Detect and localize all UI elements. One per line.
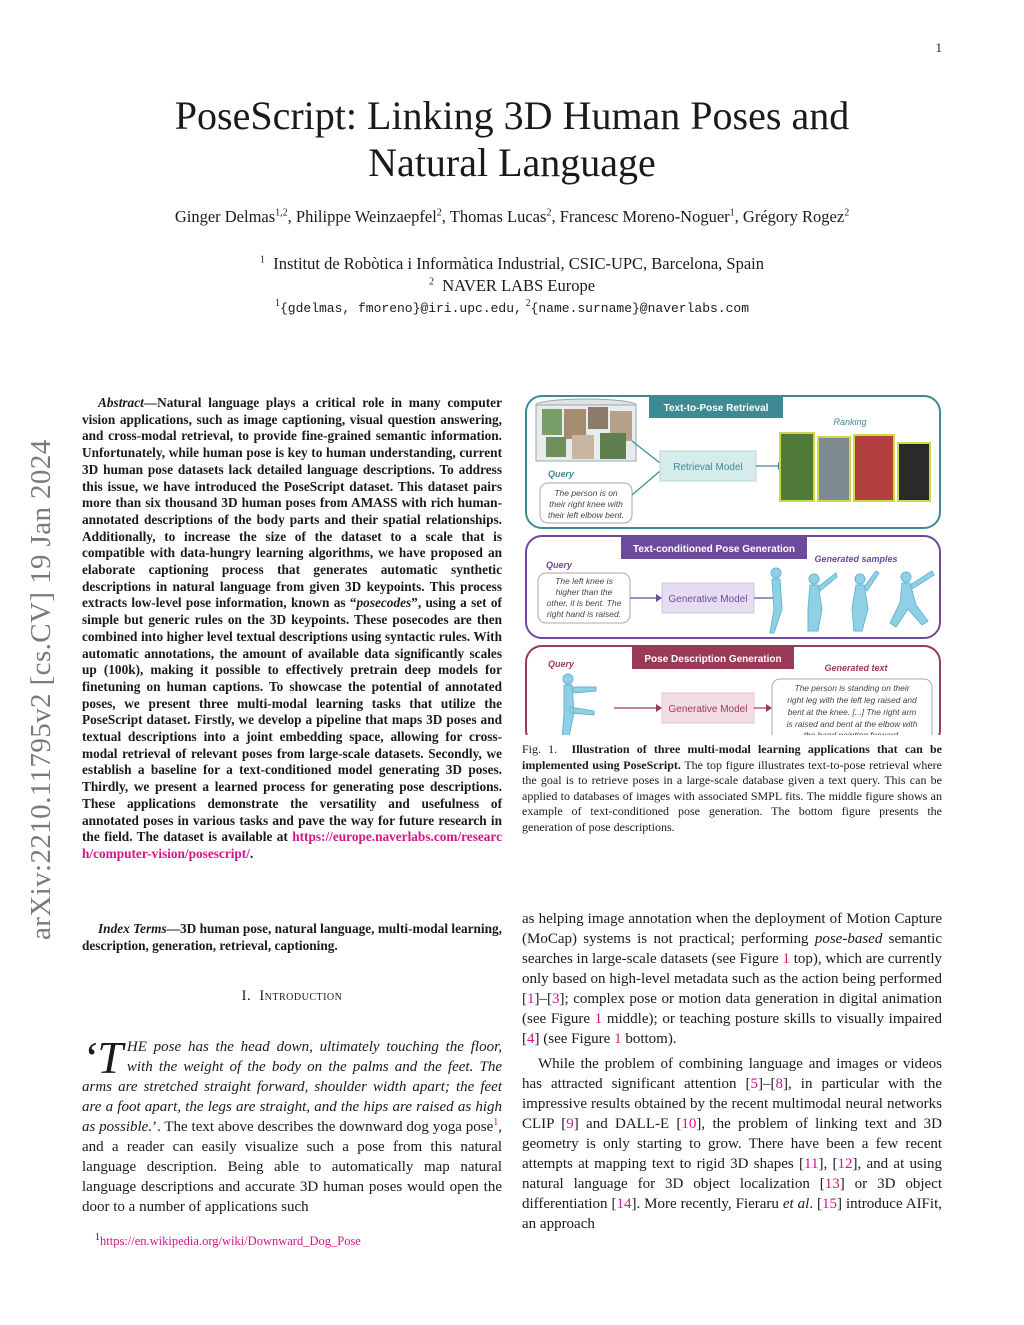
pose-figure-head: [809, 574, 819, 584]
retrieval-query-line: their right knee with: [549, 499, 623, 509]
generation-query-line: The left knee is: [555, 576, 613, 586]
pose-figure-body: [890, 571, 934, 627]
text-span: ], in particular with the impressive results obtained by the recent multimodal neural networks CLIP [: [522, 1076, 943, 1132]
arrow-head: [656, 704, 662, 712]
text-span: as helping image annotation when the deployment of Motion Capture (MoCap) systems is not practical; performing: [522, 911, 942, 947]
footnote-url[interactable]: https://en.wikipedia.org/wiki/Downward_Dog_Pose: [100, 1234, 361, 1248]
citation[interactable]: 5: [750, 1076, 759, 1092]
paper-title: PoseScript: Linking 3D Human Poses and Natural Language: [174, 93, 850, 185]
text-span: bottom).: [621, 1031, 677, 1047]
query-pose-figure: [562, 674, 596, 735]
email-mark: 1: [274, 298, 280, 309]
retrieval-model-label: Retrieval Model: [673, 462, 743, 473]
database-image: [588, 407, 608, 429]
citation[interactable]: 12: [837, 1156, 853, 1172]
affil-mark: 2: [428, 276, 434, 288]
retrieval-query-line: The person is on: [554, 488, 618, 498]
generation-query-line: higher than the: [555, 587, 613, 597]
citation[interactable]: 1: [527, 991, 535, 1007]
text-span: middle); or teaching posture skills to visually impaired [: [522, 1011, 942, 1047]
text-span: . [: [809, 1196, 823, 1212]
footnote-mark: 1: [95, 1231, 100, 1243]
author-affil-mark: 2: [436, 207, 442, 219]
generative-model-label: Generative Model: [668, 594, 748, 605]
footnote: [95, 1231, 361, 1249]
text-span: ]. More recently, Fieraru: [631, 1196, 783, 1212]
citation[interactable]: 10: [681, 1116, 697, 1132]
text-span: ]–[: [534, 991, 552, 1007]
generated-text-line: bent at the knee. [...] The right arm: [787, 707, 917, 717]
abstract-text: —Natural language plays a critical role in many computer vision applications, such as image captioning, visual question answering, and cross-modal retrieval, to provide fine-grained semantic information. Unfortunately, while human pose is key to human understanding, current 3D human pose datasets lack detailed language descriptions. To address this issue, we have introduced the PoseScript dataset. This dataset pairs more than six thousand 3D human poses from AMASS with rich human-annotated descriptions of the body parts and their spatial relationships. Additionally, to increase the size of the dataset to a scale that is compatible with data-hungry learning algorithms, we have proposed an elaborate captioning process that generates automatic synthetic descriptions in natural language from given 3D keypoints. This process extracts low-level pose information, known as “: [82, 395, 502, 611]
text-span: ], the problem of linking text and 3D geometry is only starting to grow. There have been a few recent attempts at mapping text to rigid 3D shapes [: [522, 1116, 942, 1172]
database-image: [546, 437, 566, 457]
abstract: [82, 395, 502, 863]
retrieval-arrow: [632, 471, 660, 495]
caption-text: The top figure illustrates text-to-pose retrieval where the goal is to retrieve poses in a large-scale database given a text query. This can be applied to databases of images with associated SMPL fits. The middle figure shows an example of text-conditioned pose generation. The bottom figure presents the generation of pose descriptions.: [522, 757, 942, 834]
generated-pose-figures: [770, 568, 934, 633]
page-number: 1: [935, 40, 942, 55]
panel-description-title: Pose Description Generation: [644, 654, 782, 665]
intro-quote: HE pose has the head down, ultimately touching the floor, with the weight of the body on the palms and the feet. The arms are stretched straight forward, shoulder width apart; the feet are a foot apart, the legs are straight, and the hips are raised as high as possible.: [82, 1039, 502, 1135]
generation-query-line: other, it is bent. The: [546, 598, 622, 608]
description-model-label: Generative Model: [668, 704, 748, 715]
index-terms-label: Index Terms: [98, 921, 167, 936]
ranked-image-4: [898, 443, 930, 501]
author-affil-mark: 2: [844, 207, 850, 219]
text-span: ]; complex pose or motion data generation in digital animation (see Figure: [522, 991, 942, 1027]
generation-query-line: right hand is raised.: [546, 609, 622, 619]
caption-label: Fig. 1.: [522, 742, 558, 756]
generated-text-line: right leg with the left leg raised and: [787, 695, 917, 705]
generated-text-line: is raised and bent at the elbow with: [786, 719, 918, 729]
text-span: ], [: [818, 1156, 838, 1172]
pose-figure-body: [562, 685, 596, 735]
text-span: ] introduce AIFit, an approach: [522, 1196, 942, 1232]
pose-figure-body: [770, 579, 782, 633]
abstract-end: .: [249, 845, 254, 861]
panel-description-query-label: Query: [548, 659, 575, 669]
database-image: [542, 409, 562, 435]
drop-cap: ‘T: [82, 1032, 123, 1083]
abstract-posecodes: posecodes: [356, 595, 412, 611]
citation[interactable]: 15: [822, 1196, 838, 1212]
database-image: [564, 409, 586, 439]
dataset-link[interactable]: https://europe.naverlabs.com/research/computer-vision/posescript/: [82, 829, 502, 861]
email-address: {gdelmas, fmoreno}@iri.upc.edu,: [279, 301, 522, 316]
index-terms-text: —3D human pose, natural language, multi-modal learning, description, generation, retrieval, captioning.: [82, 921, 502, 953]
text-span: top), which are currently only based on high-level metadata such as the action being performed [: [522, 951, 942, 1007]
author: Thomas Lucas: [449, 207, 547, 226]
pose-figure-head: [771, 568, 781, 578]
figure-ref[interactable]: 1: [594, 1011, 603, 1027]
figure-1-diagram: [524, 395, 944, 735]
author: Grégory Rogez: [742, 207, 845, 226]
ranking-label: Ranking: [833, 417, 867, 427]
text-span: While the problem of combining language and images or videos has attracted significant attention [: [522, 1056, 942, 1092]
citation[interactable]: 4: [527, 1031, 535, 1047]
generated-text-label: Generated text: [824, 663, 888, 673]
ranked-image-3: [854, 435, 894, 501]
affil-text: Institut de Robòtica i Informàtica Industrial, CSIC-UPC, Barcelona, Spain: [273, 254, 765, 273]
text-span: ] (see Figure: [534, 1031, 615, 1047]
panel-retrieval-title: Text-to-Pose Retrieval: [663, 403, 769, 414]
text-span: ]–[: [758, 1076, 776, 1092]
intro-paragraph: [82, 1032, 502, 1217]
affiliation: [160, 276, 864, 296]
arrow-head: [766, 704, 772, 712]
database-image: [572, 435, 594, 459]
intro-text: ’. The text above describes the downward dog yoga pose: [152, 1119, 494, 1135]
author-list: Ginger Delmas$^{1,2}$, Philippe Weinzaepfel$^2$, Thomas Lucas$^2$, Francesc Moreno-Noguer$^1$, Grégory Rogez$^2$: [174, 207, 850, 226]
paragraph: [522, 909, 942, 1049]
database-image: [600, 433, 626, 459]
retrieval-query-line: their left elbow bent.: [547, 510, 625, 520]
affil-mark: 1: [259, 254, 265, 266]
generated-text-line: the hand pointing forward.: [803, 730, 901, 735]
email-address: {name.surname}@naverlabs.com: [530, 301, 750, 316]
intro-text-2: , and a reader can easily visualize such a pose from this natural language description. Being able to automatically map natural language descriptions and accurate 3D human poses would open the door to a number of applications such: [82, 1119, 502, 1215]
paragraph: [522, 1054, 942, 1234]
email-mark: 2: [525, 298, 531, 309]
section-heading: [82, 988, 502, 1005]
generated-text-line: The person is standing on their: [794, 683, 910, 693]
abstract-label: Abstract: [98, 395, 144, 410]
text-emphasis: pose-based: [814, 931, 883, 947]
citation[interactable]: 14: [616, 1196, 632, 1212]
email-line: [160, 300, 864, 317]
figure-caption: [522, 742, 942, 835]
citation[interactable]: 3: [552, 991, 560, 1007]
author-affil-mark: 1: [729, 207, 735, 219]
pose-figure-head: [855, 574, 865, 584]
text-span: ] and DALL-E [: [573, 1116, 682, 1132]
author-affil-mark: 2: [546, 207, 552, 219]
citation[interactable]: 9: [566, 1116, 574, 1132]
author: Francesc Moreno-Noguer: [559, 207, 730, 226]
text-span: ], and at using natural language for 3D object localization [: [522, 1156, 942, 1192]
author-affil-mark: 1,2: [275, 207, 288, 219]
ranked-image-1: [780, 433, 814, 501]
caption-bold: Illustration of three multi-modal learning applications that can be implemented using PoseScript.: [522, 742, 943, 772]
panel-retrieval-query-label: Query: [548, 469, 575, 479]
citation[interactable]: 13: [824, 1176, 840, 1192]
citation[interactable]: 8: [775, 1076, 784, 1092]
section-title: Introduction: [259, 988, 343, 1004]
figure-1: [524, 395, 944, 740]
text-span: semantic searches in large-scale datasets (see Figure: [522, 931, 942, 967]
text-emphasis: et al: [782, 1196, 810, 1212]
arxiv-identifier: arXiv:2210.11795v2 [cs.CV] 19 Jan 2024: [25, 439, 57, 940]
ranked-image-2: [818, 437, 850, 501]
figure-ref[interactable]: 1: [782, 951, 790, 967]
abstract-text-2: ”, using a set of simple but generic rules on the 3D keypoints. These posecodes are then combined into higher level textual descriptions using syntactic rules. With automatic annotations, the amount of available data significantly scales up (100k), making it possible to effectively pretrain deep models for finetuning on human captions. To showcase the potential of annotated poses, we present three multi-modal learning tasks that utilize the PoseScript dataset. Firstly, we develop a pipeline that maps 3D poses and textual descriptions into a joint embedding space, allowing for cross-modal retrieval of relevant poses from large-scale datasets. Secondly, we establish a baseline for a text-conditioned model generating 3D poses. Thirdly, we present a learned process for generating pose descriptions. These applications demonstrate the versatility and usefulness of annotated poses in various tasks and pave the way for future research in the field. The dataset is available at: [82, 595, 502, 845]
footnote-marker[interactable]: 1: [493, 1117, 499, 1128]
author: Philippe Weinzaepfel: [295, 207, 437, 226]
index-terms: [82, 921, 502, 954]
pose-figure-head: [563, 674, 573, 684]
figure-ref[interactable]: 1: [614, 1031, 622, 1047]
author: Ginger Delmas: [174, 207, 276, 226]
affil-text: NAVER LABS Europe: [442, 276, 596, 295]
generated-samples-label: Generated samples: [814, 554, 898, 564]
arrow-head: [656, 594, 662, 602]
panel-generation-query-label: Query: [546, 560, 573, 570]
citation[interactable]: 11: [804, 1156, 819, 1172]
affiliation: [160, 254, 864, 274]
right-column-text: [522, 909, 942, 1234]
text-span: ] or 3D object differentiation [: [522, 1176, 942, 1212]
panel-generation-title: Text-conditioned Pose Generation: [632, 544, 796, 555]
pose-figure-head: [901, 572, 911, 582]
section-number: I.: [241, 988, 252, 1004]
